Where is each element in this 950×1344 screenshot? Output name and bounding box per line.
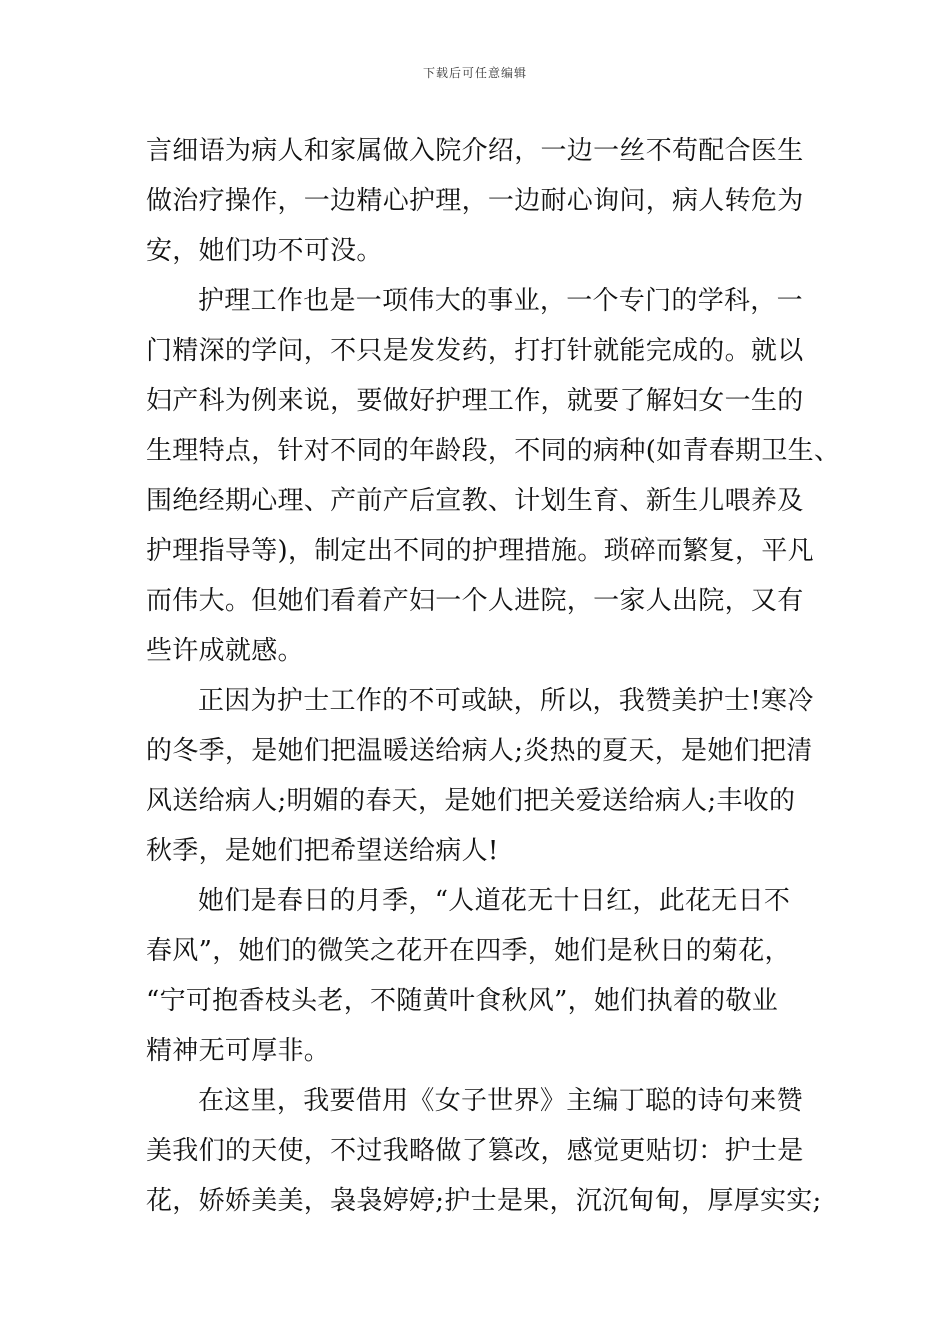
paragraph-start-line: 正因为护士工作的不可或缺，所以，我赞美护士!寒冷 [198, 686, 814, 716]
text-line: “宁可抱香枝头老，不随黄叶食秋风”，她们执着的敬业 [146, 986, 779, 1016]
paragraph-start-line: 在这里，我要借用《女子世界》主编丁聪的诗句来赞 [198, 1086, 803, 1116]
text-line: 花，娇娇美美，袅袅婷婷;护士是果，沉沉甸甸，厚厚实实; [146, 1186, 822, 1216]
text-line: 风送给病人;明媚的春天，是她们把关爱送给病人;丰收的 [146, 786, 796, 816]
text-line: 些许成就感。 [146, 636, 304, 666]
text-line: 春风”，她们的微笑之花开在四季，她们是秋日的菊花， [146, 936, 791, 966]
text-line: 精神无可厚非。 [146, 1036, 331, 1066]
document-body [146, 126, 841, 1226]
text-line: 门精深的学问，不只是发发药，打打针就能完成的。就以 [146, 336, 804, 366]
text-line: 围绝经期心理、产前产后宣教、计划生育、新生儿喂养及 [146, 486, 804, 516]
text-line: 的冬季，是她们把温暖送给病人;炎热的夏天，是她们把清 [146, 736, 813, 766]
text-line: 生理特点，针对不同的年龄段，不同的病种(如青春期卫生、 [146, 436, 841, 466]
text-line: 护理指导等)，制定出不同的护理措施。琐碎而繁复，平凡 [146, 536, 814, 566]
text-line: 言细语为病人和家属做入院介绍，一边一丝不苟配合医生 [146, 136, 804, 166]
paragraph-start-line: 她们是春日的月季，“人道花无十日红，此花无日不 [198, 886, 791, 916]
page-header-note: 下载后可任意编辑 [422, 66, 527, 80]
text-line: 做治疗操作，一边精心护理，一边耐心询问，病人转危为 [146, 186, 804, 216]
paragraph-start-line: 护理工作也是一项伟大的事业，一个专门的学科，一 [198, 286, 803, 316]
text-line: 安，她们功不可没。 [146, 236, 383, 266]
text-line: 妇产科为例来说，要做好护理工作，就要了解妇女一生的 [146, 386, 804, 416]
text-line: 秋季，是她们把希望送给病人! [146, 836, 499, 866]
text-line: 而伟大。但她们看着产妇一个人进院，一家人出院，又有 [146, 586, 804, 616]
text-line: 美我们的天使，不过我略做了篡改，感觉更贴切：护士是 [146, 1136, 804, 1166]
